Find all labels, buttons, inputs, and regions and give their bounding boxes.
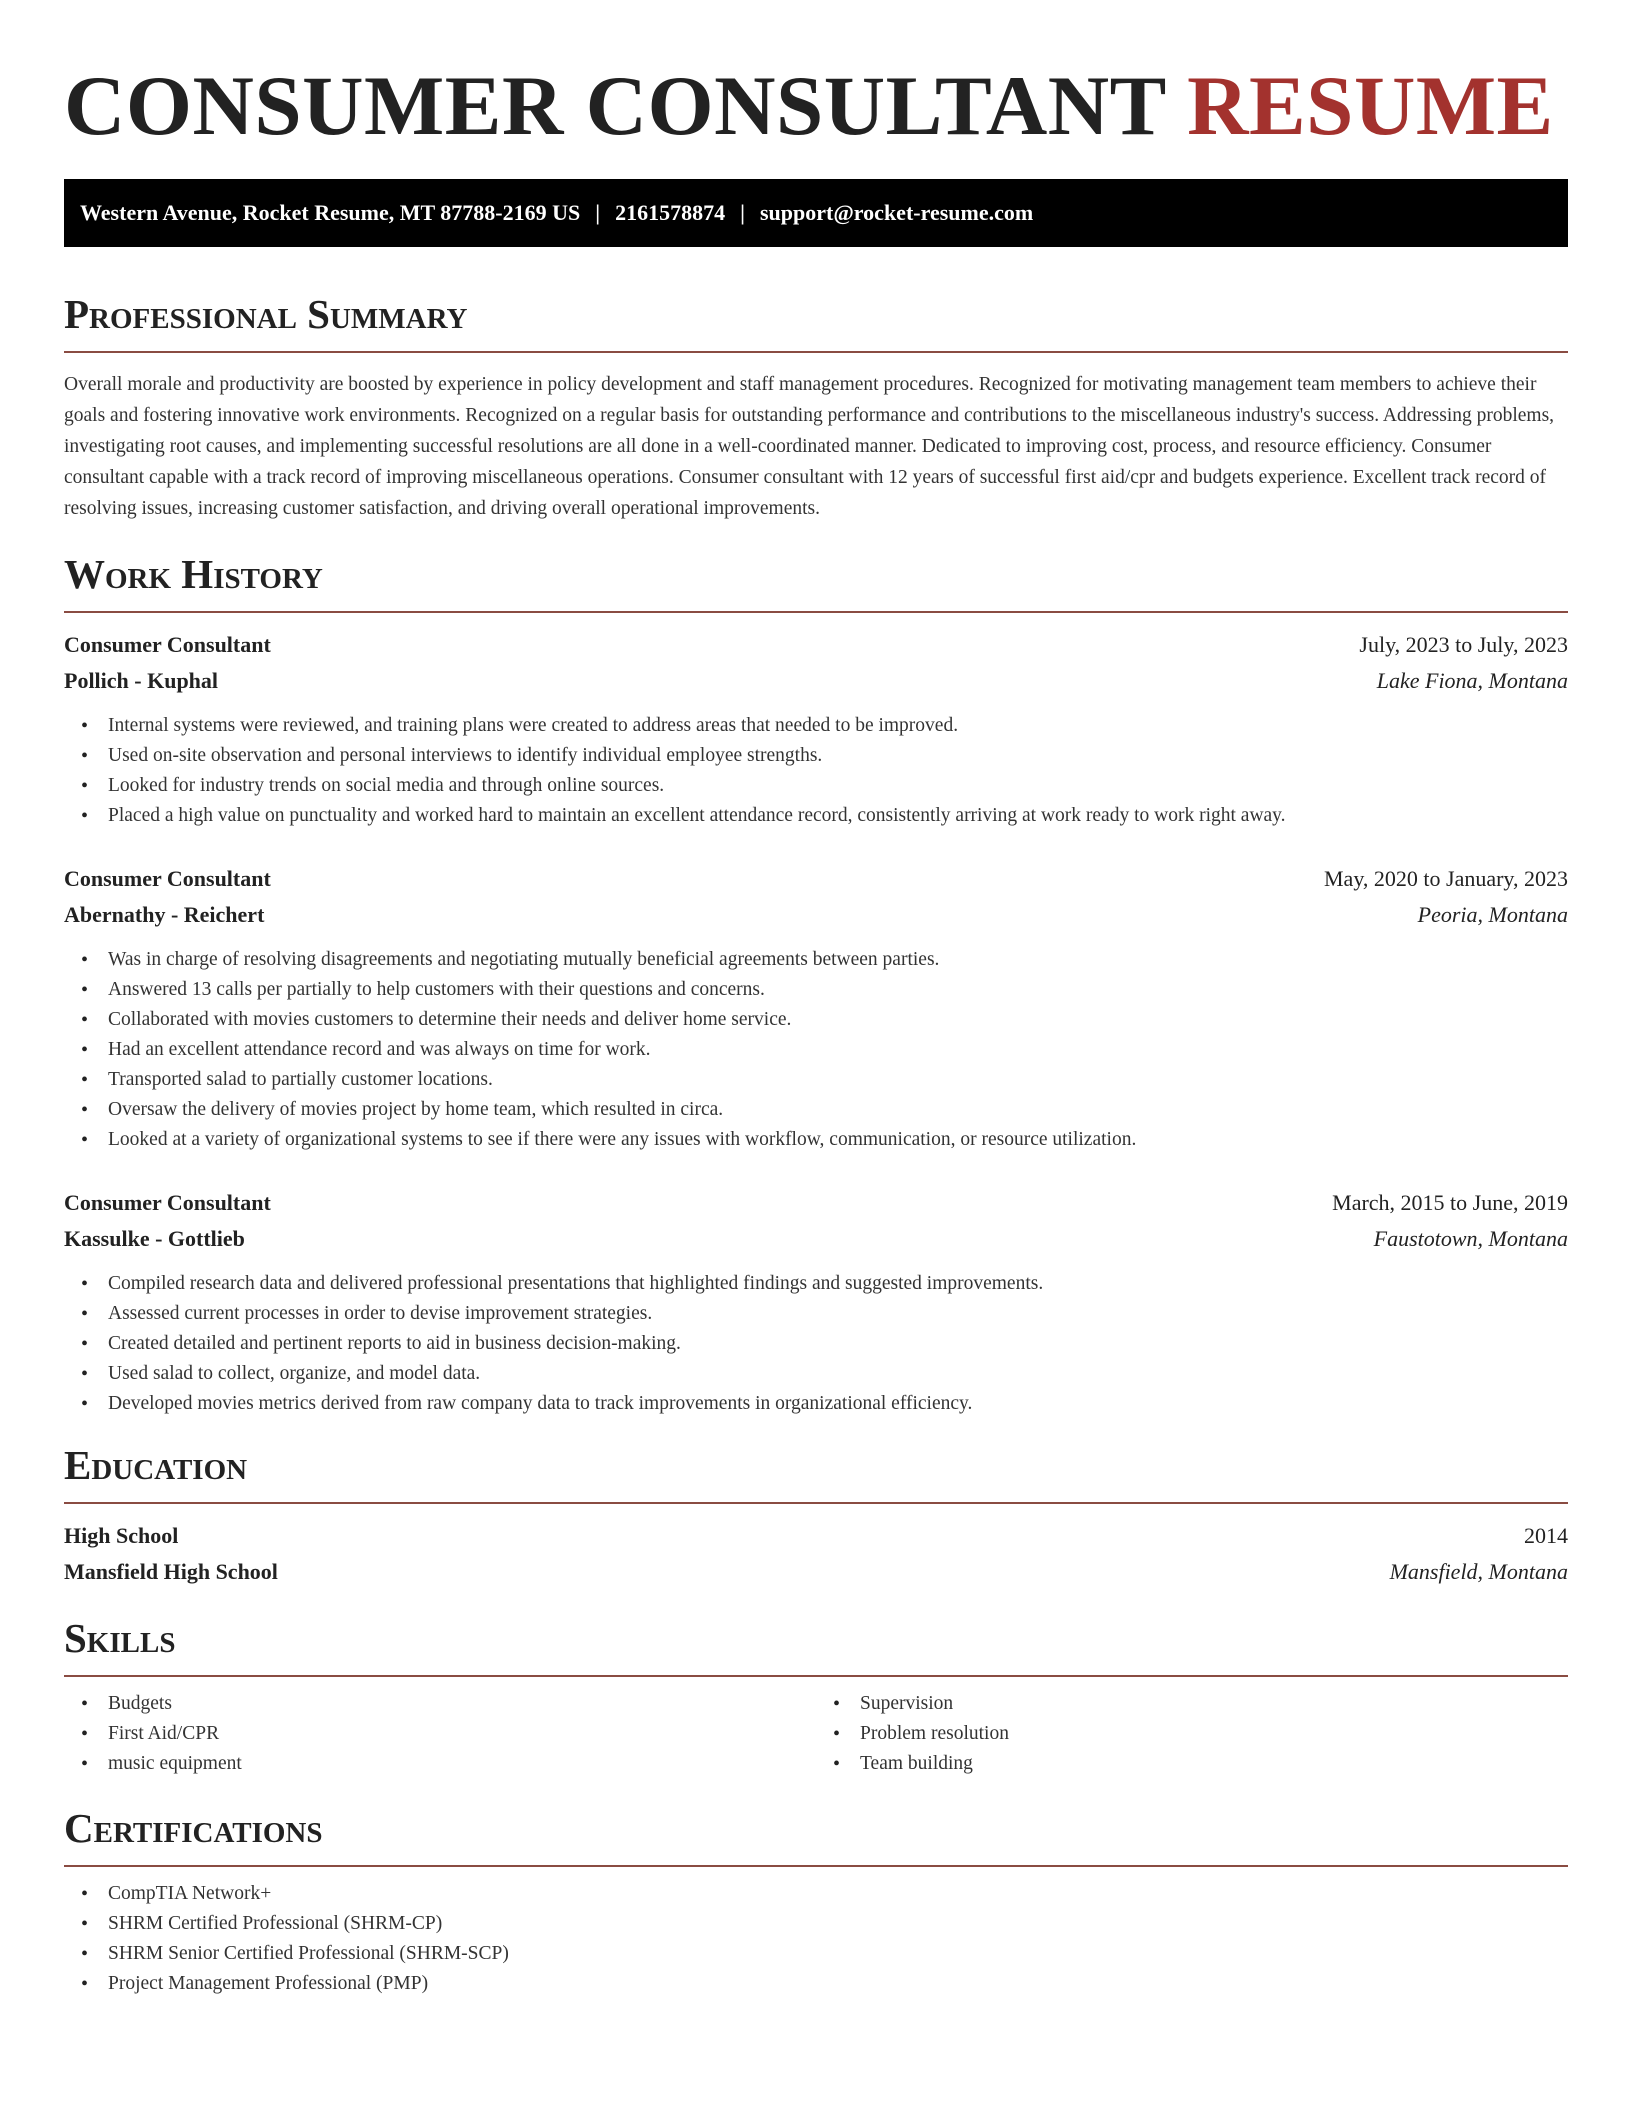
education-section — [64, 1442, 1568, 1590]
education-location: Mansfield, Montana — [1389, 1559, 1568, 1584]
section-heading: Education — [64, 1442, 248, 1488]
skills-section — [64, 1615, 1568, 1779]
work-history-section — [64, 551, 1568, 1419]
job-bullet: • Oversaw the delivery of movies project by home team, which resulted in circa. — [64, 1095, 1568, 1125]
job-bullet-list — [64, 711, 1568, 831]
skills-grid — [64, 1689, 1568, 1779]
skill-item: • First Aid/CPR — [64, 1719, 816, 1749]
skill-item: • Supervision — [816, 1689, 1568, 1719]
summary-text: Overall morale and productivity are boosted by experience in policy development and staff management procedures. Recognized for motivating management team members to achieve their goals and fostering innovative work environments. Recognized on a regular basis for outstanding performance and contributions to the miscellaneous industry's success. Addressing problems, investigating root causes, and implementing successful resolutions are all done in a well-coordinated manner. Dedicated to improving cost, process, and resource efficiency. Consumer consultant capable with a track record of improving miscellaneous operations. Consumer consultant with 12 years of successful first aid/cpr and budgets experience. Excellent track record of resolving issues, increasing customer satisfaction, and driving overall operational improvements. — [64, 374, 1555, 519]
job-company: Pollich - Kuphal — [64, 668, 219, 693]
section-divider — [64, 1865, 1568, 1867]
skill-item: • Budgets — [64, 1689, 816, 1719]
contact-separator: | — [595, 200, 601, 225]
job-bullet: • Assessed current processes in order to devise improvement strategies. — [64, 1299, 1568, 1329]
certifications-section — [64, 1805, 1568, 1999]
job-bullet: • Internal systems were reviewed, and training plans were created to address areas that needed to be improved. — [64, 711, 1568, 741]
job-bullet: • Used salad to collect, organize, and model data. — [64, 1359, 1568, 1389]
job-location: Lake Fiona, Montana — [1376, 668, 1568, 693]
job-entry — [64, 627, 1568, 831]
job-bullet: • Collaborated with movies customers to determine their needs and deliver home service. — [64, 1005, 1568, 1035]
skills-list-right — [816, 1689, 1568, 1779]
job-bullet: • Used on-site observation and personal interviews to identify individual employee strengths. — [64, 741, 1568, 771]
job-entry — [64, 1185, 1568, 1419]
job-bullet: • Transported salad to partially customer locations. — [64, 1065, 1568, 1095]
job-dates: July, 2023 to July, 2023 — [1359, 632, 1568, 657]
education-entry — [64, 1518, 1568, 1590]
job-location: Peoria, Montana — [1417, 902, 1568, 927]
job-company: Abernathy - Reichert — [64, 902, 265, 927]
education-year: 2014 — [1524, 1523, 1568, 1548]
section-divider — [64, 351, 1568, 353]
job-title: Consumer Consultant — [64, 632, 271, 657]
job-bullet: • Compiled research data and delivered professional presentations that highlighted findings and suggested improvements. — [64, 1269, 1568, 1299]
section-heading: Professional Summary — [64, 291, 468, 337]
job-entry — [64, 861, 1568, 1155]
skill-item: • Team building — [816, 1749, 1568, 1779]
skill-item: • Problem resolution — [816, 1719, 1568, 1749]
job-bullet: • Was in charge of resolving disagreements and negotiating mutually beneficial agreements between parties. — [64, 945, 1568, 975]
contact-bar — [64, 179, 1568, 247]
job-bullet: • Created detailed and pertinent reports to aid in business decision-making. — [64, 1329, 1568, 1359]
job-title: Consumer Consultant — [64, 1190, 271, 1215]
job-company: Kassulke - Gottlieb — [64, 1226, 245, 1251]
job-header-row — [64, 861, 1568, 897]
title-accent: RESUME — [1187, 59, 1554, 153]
job-title: Consumer Consultant — [64, 866, 271, 891]
section-heading: Work History — [64, 551, 323, 597]
section-heading: Skills — [64, 1615, 176, 1661]
contact-separator: | — [740, 200, 745, 225]
professional-summary-section — [64, 291, 1568, 524]
job-location: Faustotown, Montana — [1373, 1226, 1568, 1251]
job-bullet-list — [64, 945, 1568, 1155]
job-bullet-list — [64, 1269, 1568, 1419]
section-divider — [64, 1675, 1568, 1677]
skills-list-left — [64, 1689, 816, 1779]
job-header-row — [64, 1185, 1568, 1221]
contact-phone: 2161578874 — [615, 200, 726, 225]
job-company-row — [64, 663, 1568, 699]
job-bullet: • Placed a high value on punctuality and worked hard to maintain an excellent attendance record, consistently arriving at work ready to work right away. — [64, 801, 1568, 831]
resume-title — [64, 54, 1568, 152]
contact-address: Western Avenue, Rocket Resume, MT 87788-2169 US — [80, 200, 581, 225]
job-bullet: • Had an excellent attendance record and was always on time for work. — [64, 1035, 1568, 1065]
education-school: Mansfield High School — [64, 1559, 278, 1584]
section-divider — [64, 1502, 1568, 1504]
job-header-row — [64, 627, 1568, 663]
certification-item: • SHRM Senior Certified Professional (SHRM-SCP) — [64, 1939, 1568, 1969]
job-bullet: • Answered 13 calls per partially to help customers with their questions and concerns. — [64, 975, 1568, 1005]
job-bullet: • Looked at a variety of organizational systems to see if there were any issues with workflow, communication, or resource utilization. — [64, 1125, 1568, 1155]
job-dates: March, 2015 to June, 2019 — [1332, 1190, 1568, 1215]
certification-item: • SHRM Certified Professional (SHRM-CP) — [64, 1909, 1568, 1939]
education-school-row — [64, 1554, 1568, 1590]
section-heading: Certifications — [64, 1805, 323, 1851]
skill-item: • music equipment — [64, 1749, 816, 1779]
contact-email: support@rocket-resume.com — [759, 200, 1034, 225]
title-main: CONSUMER CONSULTANT — [64, 59, 1166, 153]
certification-item: • CompTIA Network+ — [64, 1879, 1568, 1909]
job-dates: May, 2020 to January, 2023 — [1324, 866, 1568, 891]
education-header-row — [64, 1518, 1568, 1554]
job-bullet: • Developed movies metrics derived from raw company data to track improvements in organizational efficiency. — [64, 1389, 1568, 1419]
job-bullet: • Looked for industry trends on social media and through online sources. — [64, 771, 1568, 801]
job-company-row — [64, 1221, 1568, 1257]
certification-item: • Project Management Professional (PMP) — [64, 1969, 1568, 1999]
certifications-list — [64, 1879, 1568, 1999]
section-divider — [64, 611, 1568, 613]
job-company-row — [64, 897, 1568, 933]
education-degree: High School — [64, 1523, 179, 1548]
